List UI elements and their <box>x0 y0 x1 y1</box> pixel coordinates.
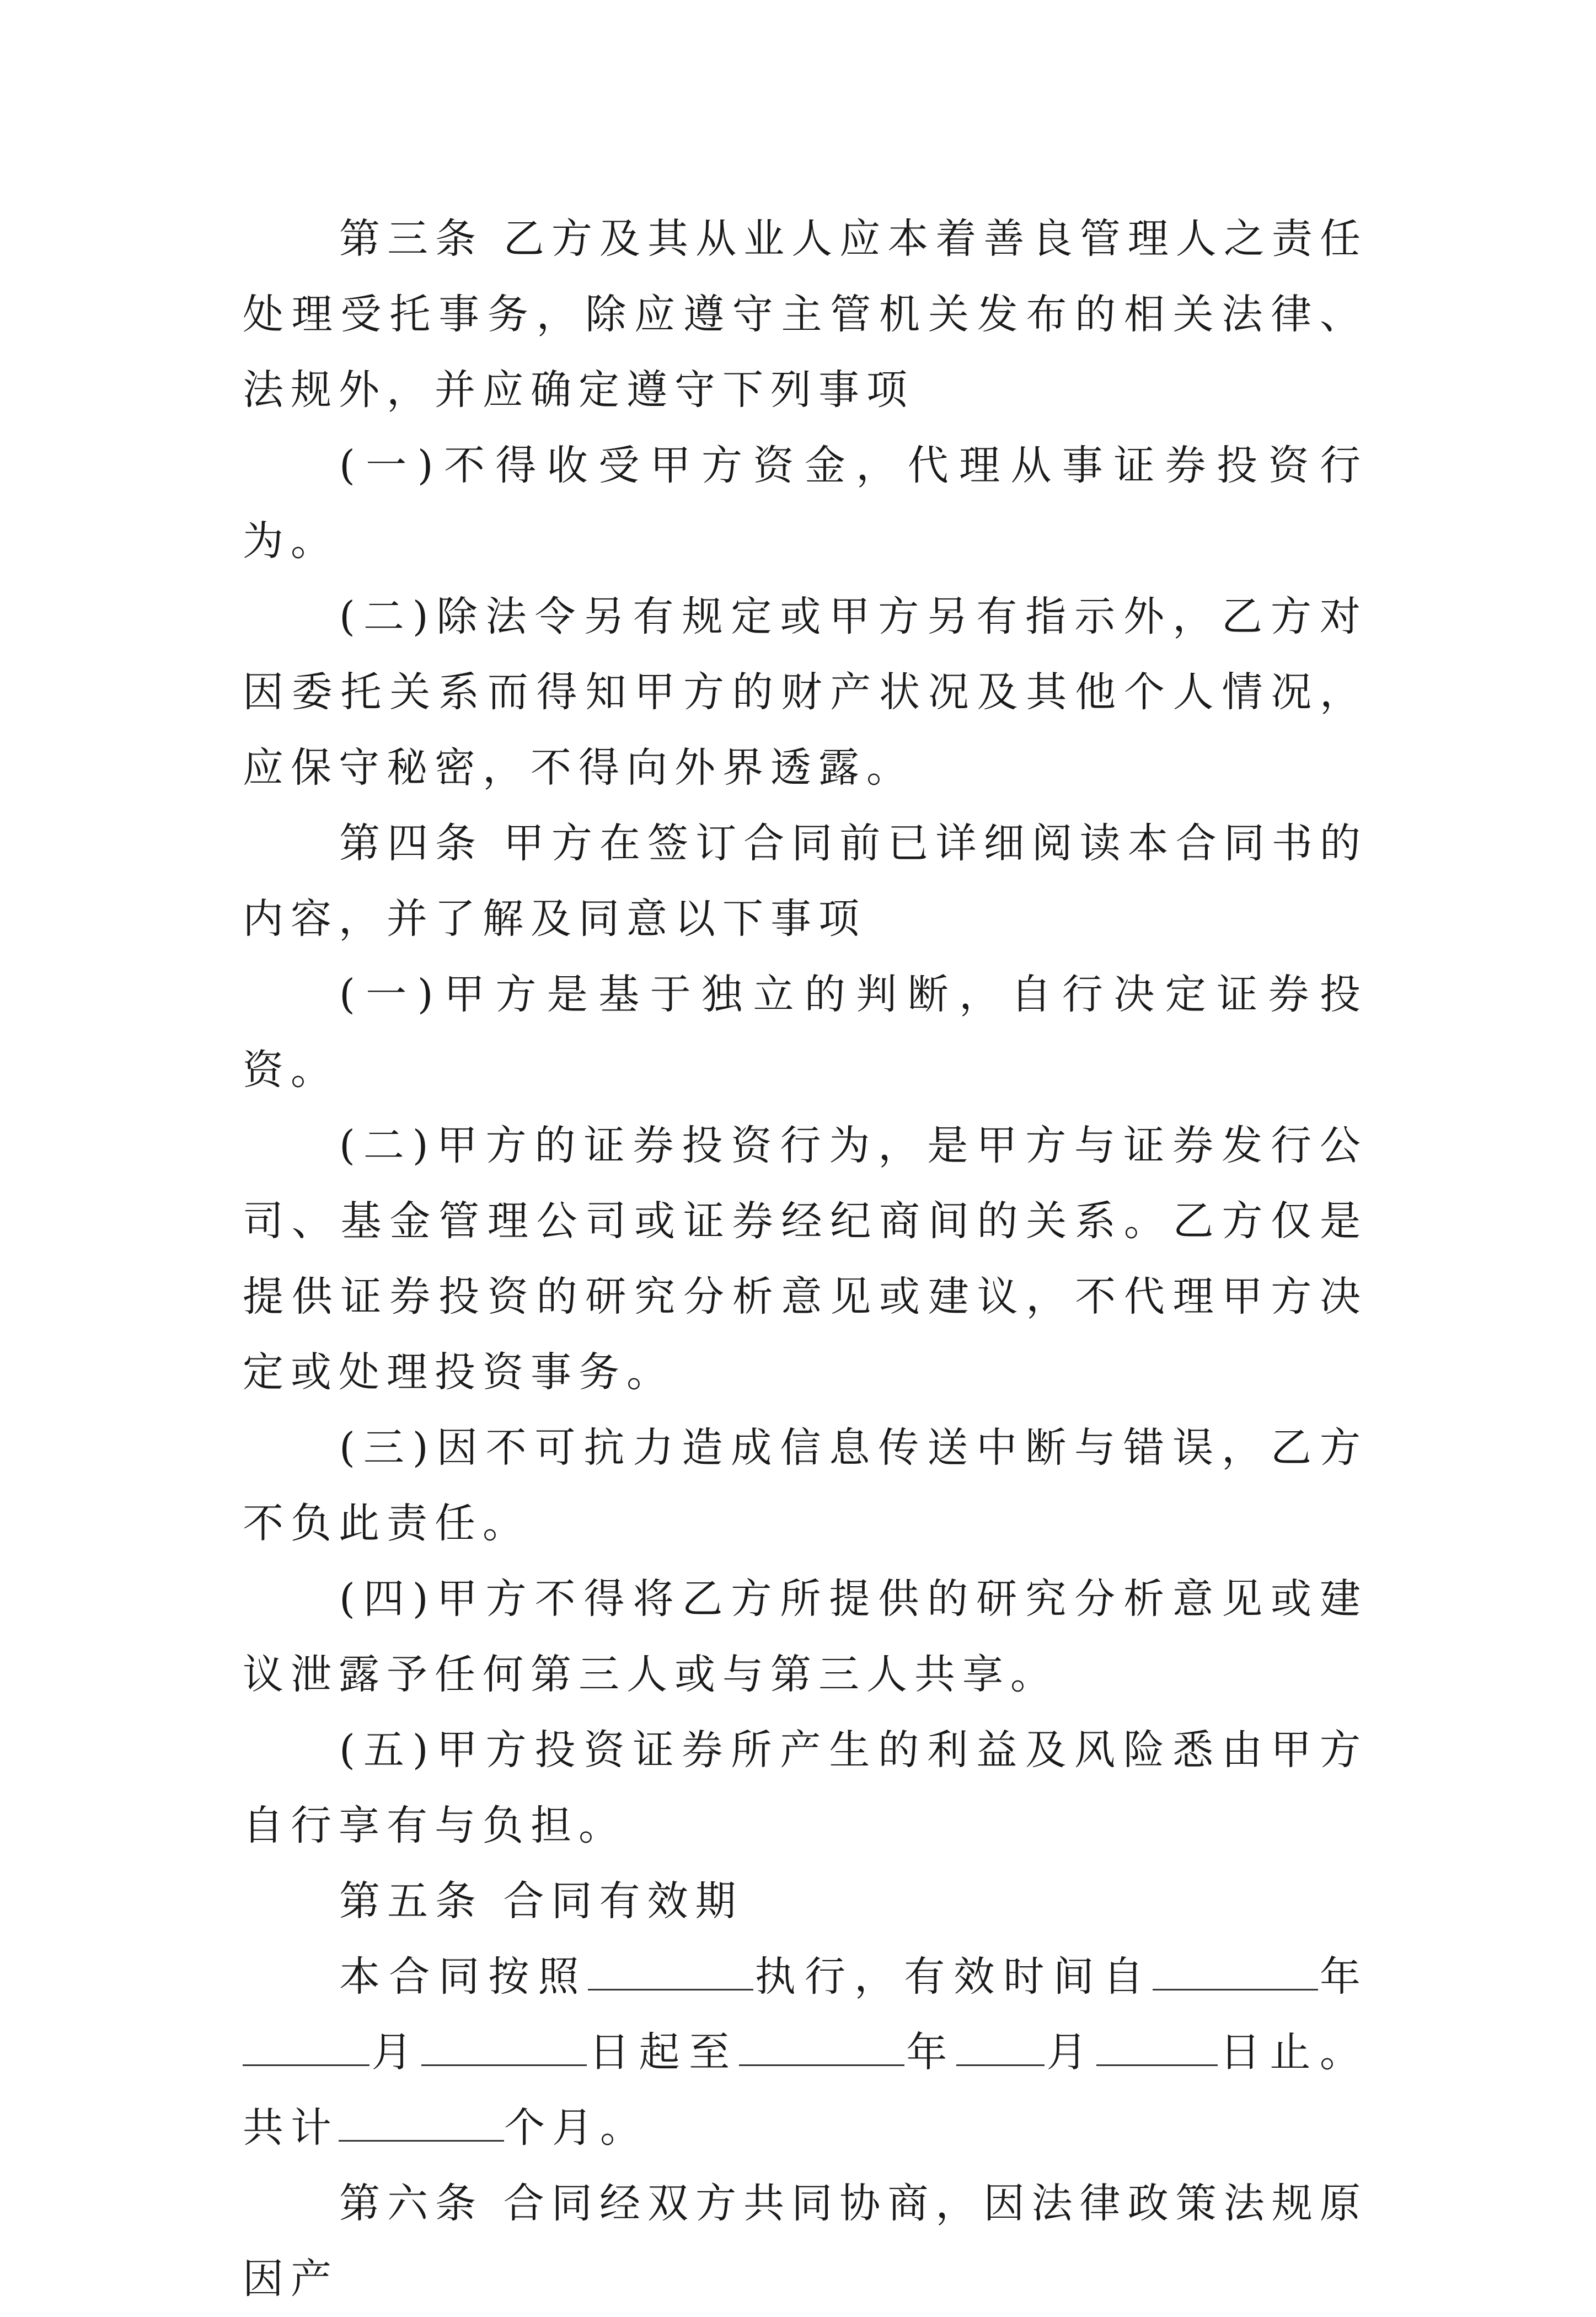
blank-end-month[interactable] <box>956 2020 1045 2066</box>
validity-text-4: 月 <box>369 2029 422 2076</box>
validity-text-6: 年 <box>904 2029 956 2076</box>
validity-clause <box>243 1939 1368 2166</box>
validity-text-1: 本合同按照 <box>339 1953 588 2000</box>
article-3: 第三条 乙方及其从业人应本着善良管理人之责任处理受托事务，除应遵守主管机关发布的相关法律、法规外，并应确定遵守下列事项 <box>243 215 1368 414</box>
article-6: 第六条 合同经双方共同协商，因法律政策法规原因产 <box>243 2180 1368 2303</box>
blank-start-year[interactable] <box>1153 1945 1318 1990</box>
article-4-item-2: (二)甲方的证券投资行为，是甲方与证券发行公司、基金管理公司或证券经纪商间的关系。乙方仅是提供证券投资的研究分析意见或建议，不代理甲方决定或处理投资事务。 <box>243 1122 1368 1396</box>
blank-total-months[interactable] <box>339 2096 504 2142</box>
validity-text-2: 执行，有效时间自 <box>753 1953 1153 2000</box>
blank-start-month[interactable] <box>243 2020 369 2066</box>
validity-text-3: 年 <box>1317 1953 1368 2000</box>
blank-end-year[interactable] <box>739 2020 904 2066</box>
blank-end-day[interactable] <box>1096 2020 1218 2066</box>
blank-start-day[interactable] <box>421 2020 587 2066</box>
article-4-item-5: (五)甲方投资证券所产生的利益及风险悉由甲方自行享有与负担。 <box>243 1726 1368 1849</box>
validity-text-5: 日起至 <box>587 2029 739 2076</box>
validity-text-7: 月 <box>1044 2029 1097 2076</box>
article-3-item-1: (一)不得收受甲方资金，代理从事证券投资行为。 <box>243 442 1368 565</box>
validity-text-8: 日止。 <box>1218 2029 1368 2076</box>
validity-text-9: 共计 <box>243 2104 339 2152</box>
article-4-item-3: (三)因不可抗力造成信息传送中断与错误，乙方不负此责任。 <box>243 1424 1368 1547</box>
article-3-item-2: (二)除法令另有规定或甲方另有指示外，乙方对因委托关系而得知甲方的财产状况及其他个人情况，应保守秘密，不得向外界透露。 <box>243 593 1368 791</box>
article-5-heading: 第五条 合同有效期 <box>339 1877 743 1925</box>
blank-basis[interactable] <box>588 1945 753 1990</box>
article-4: 第四条 甲方在签订合同前已详细阅读本合同书的内容，并了解及同意以下事项 <box>243 820 1368 943</box>
article-4-item-1: (一)甲方是基于独立的判断，自行决定证券投资。 <box>243 971 1368 1094</box>
article-4-item-4: (四)甲方不得将乙方所提供的研究分析意见或建议泄露予任何第三人或与第三人共享。 <box>243 1575 1368 1698</box>
document-body <box>243 201 1368 2317</box>
validity-text-10: 个月。 <box>504 2104 648 2152</box>
